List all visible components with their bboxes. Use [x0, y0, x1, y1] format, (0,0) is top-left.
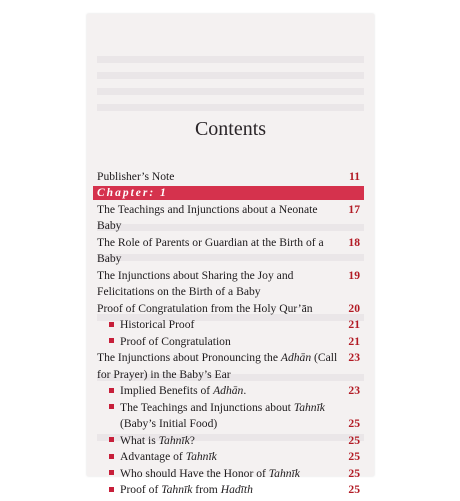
toc-page-number: 25	[348, 417, 360, 430]
bullet-icon	[109, 404, 114, 409]
toc-page-number: 25	[348, 450, 360, 463]
toc-subentry-continuation: (Baby’s Initial Food) 25	[97, 416, 360, 433]
page-title: Contents	[194, 118, 267, 140]
bullet-icon	[109, 487, 114, 492]
toc-entry[interactable]	[97, 235, 360, 252]
toc-page-number: 18	[348, 235, 360, 249]
toc-subentry[interactable]	[97, 334, 360, 351]
toc-page-number: 21	[348, 318, 360, 331]
toc-entry-label: The Teachings and Injunctions about a Neonate	[97, 202, 318, 216]
toc-page-number: 19	[348, 268, 360, 282]
toc-entry-adhan[interactable]: The Injunctions about Pronouncing the Adhān (Call 23	[97, 350, 360, 367]
toc-entry-label: Proof of Congratulation	[120, 334, 231, 348]
toc-subentry[interactable]: Advantage of Tahnīk 25	[97, 449, 360, 466]
toc-entry-publisher-note[interactable]	[97, 169, 360, 186]
toc-subentry[interactable]: Implied Benefits of Adhān. 23	[97, 383, 360, 400]
toc-page-number: 25	[348, 466, 360, 480]
toc-page-number: 23	[348, 384, 360, 397]
toc-subentry[interactable]	[97, 317, 360, 334]
chapter-heading: Chapter: 1	[93, 186, 364, 200]
toc-page-number: 21	[348, 334, 360, 348]
toc-entry[interactable]	[97, 268, 360, 285]
toc-entry[interactable]	[97, 202, 360, 219]
bullet-icon	[109, 470, 114, 475]
toc-entry-label: The Injunctions about Sharing the Joy and	[97, 268, 294, 282]
toc-entry-continuation: Baby	[97, 252, 122, 265]
toc-subentry[interactable]: Who should Have the Honor of Tahnīk 25	[97, 466, 360, 483]
toc-subentry[interactable]: The Teachings and Injunctions about Tahnīk	[97, 400, 360, 417]
bullet-icon	[109, 388, 114, 393]
toc-page-number: 17	[348, 202, 360, 216]
toc-page-number: 20	[348, 301, 360, 315]
toc-entry-label: Historical Proof	[120, 318, 195, 331]
toc-subentry[interactable]: What is Tahnīk? 25	[97, 433, 360, 450]
bullet-icon	[109, 454, 114, 459]
toc-entry-label: Proof of Congratulation from the Holy Qur’ān	[97, 301, 313, 315]
toc-entry-continuation: for Prayer) in the Baby’s Ear	[97, 367, 231, 381]
toc-entry-continuation: Baby	[97, 219, 122, 232]
toc-entry-continuation: Felicitations on the Birth of a Baby	[97, 285, 261, 298]
toc-page-number: 25	[348, 483, 360, 496]
toc-page-number: 25	[348, 433, 360, 447]
toc-page-number: 23	[348, 351, 360, 364]
toc-entry-label: Publisher’s Note	[97, 170, 175, 183]
toc-entry-label: The Role of Parents or Guardian at the Birth of a	[97, 235, 324, 249]
bullet-icon	[109, 322, 114, 327]
bullet-icon	[109, 338, 114, 343]
table-of-contents	[97, 169, 360, 499]
toc-entry[interactable]	[97, 301, 360, 318]
bullet-icon	[109, 437, 114, 442]
book-page	[87, 14, 374, 496]
toc-subentry[interactable]: Proof of Tahnīk from Hadīth 25	[97, 482, 360, 499]
toc-page-number: 11	[349, 170, 360, 183]
